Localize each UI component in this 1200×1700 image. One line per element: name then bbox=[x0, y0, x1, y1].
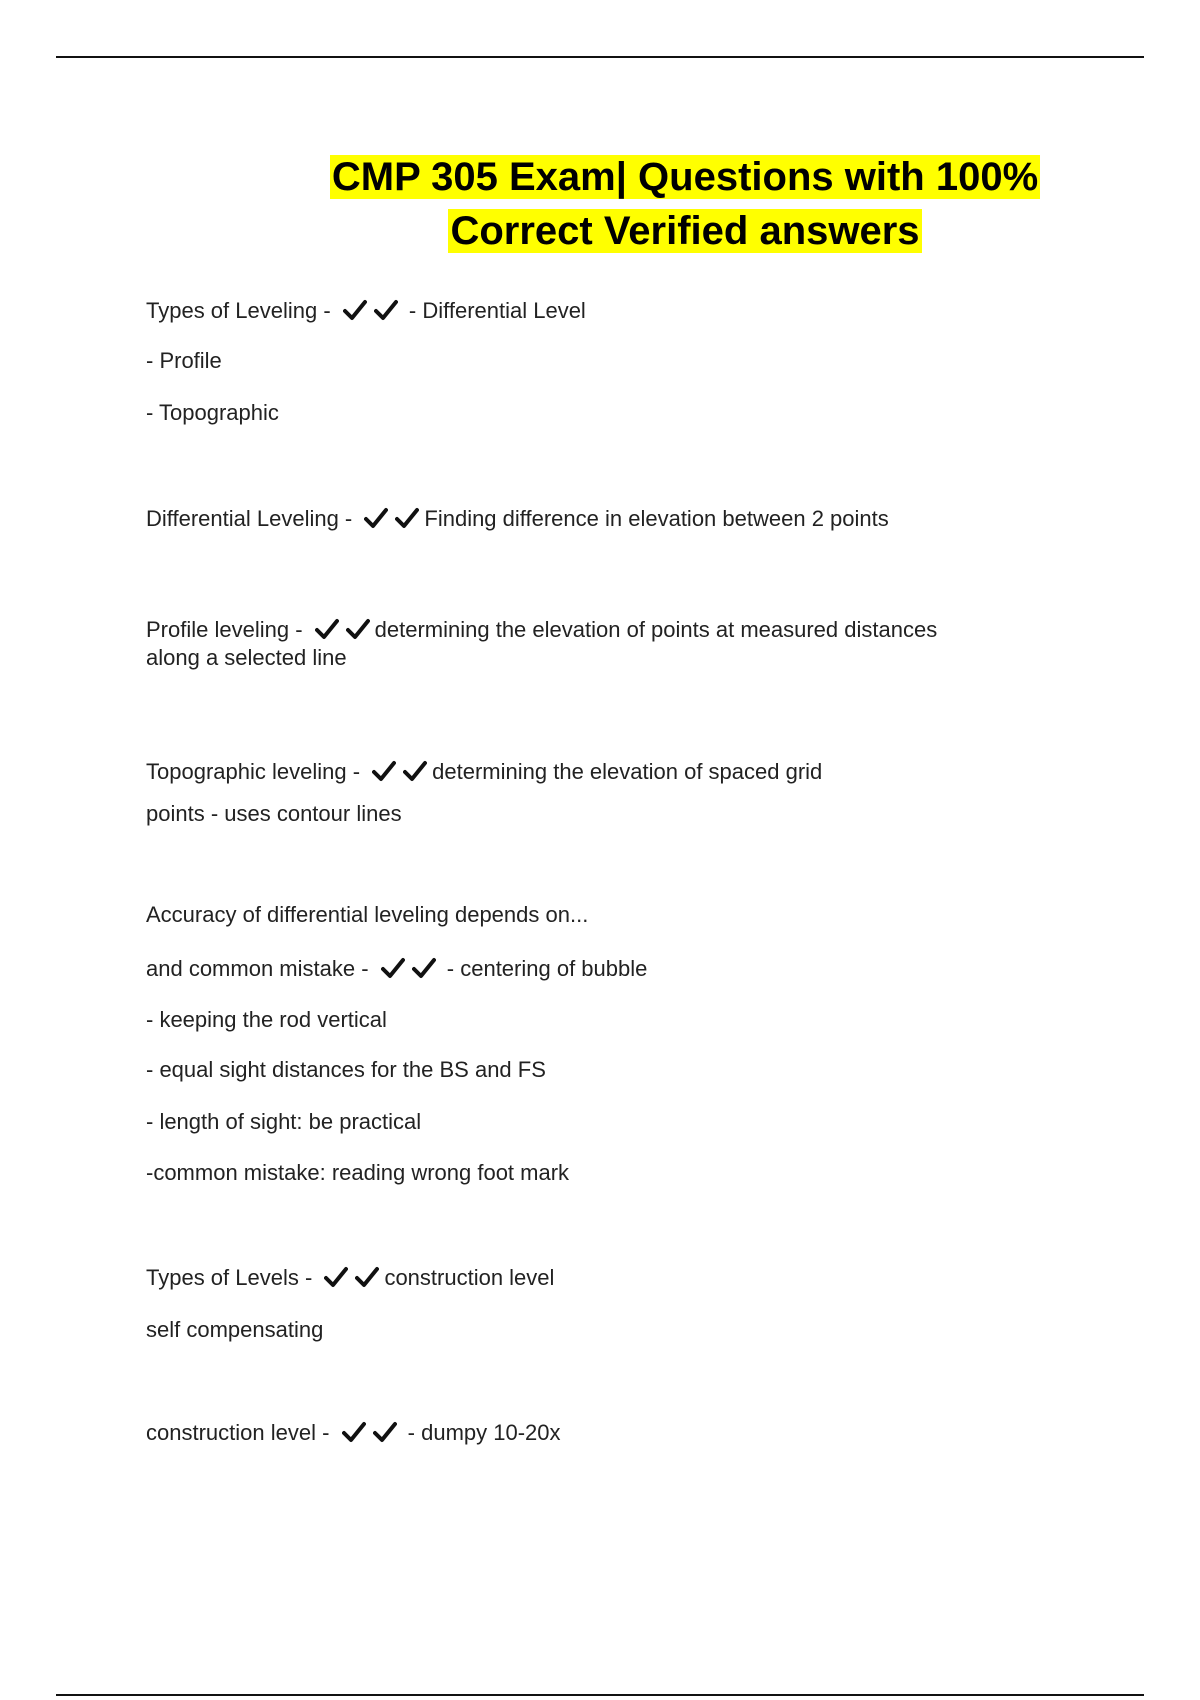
question-text: Types of Levels - bbox=[146, 1265, 313, 1290]
question-text: construction level - bbox=[146, 1420, 330, 1445]
qa-item-2 bbox=[146, 505, 889, 533]
question-text: and common mistake - bbox=[146, 956, 369, 981]
check-icon bbox=[355, 1266, 379, 1288]
check-icon bbox=[373, 1421, 397, 1443]
answer-line: - length of sight: be practical bbox=[146, 1109, 422, 1134]
answer-line: - Topographic bbox=[146, 400, 279, 425]
qa-item-6 bbox=[146, 1264, 554, 1292]
qa-item-3 bbox=[146, 616, 937, 644]
answer-line: points - uses contour lines bbox=[146, 801, 402, 826]
question-text: Topographic leveling - bbox=[146, 759, 361, 784]
question-text: Types of Leveling - bbox=[146, 298, 331, 323]
check-icon bbox=[315, 618, 339, 640]
check-icon bbox=[374, 299, 398, 321]
answer-text: determining the elevation of points at measured distances bbox=[374, 617, 938, 642]
answer-text: construction level bbox=[384, 1265, 555, 1290]
qa-item-4 bbox=[146, 758, 822, 786]
answer-line: -common mistake: reading wrong foot mark bbox=[146, 1160, 570, 1185]
answer-line: - keeping the rod vertical bbox=[146, 1007, 387, 1032]
check-icon bbox=[342, 1421, 366, 1443]
answer-text: Finding difference in elevation between 2 points bbox=[424, 506, 889, 531]
question-text: Differential Leveling - bbox=[146, 506, 353, 531]
qa-item-7 bbox=[146, 1419, 561, 1447]
answer-text: determining the elevation of spaced grid bbox=[432, 759, 823, 784]
check-icon bbox=[343, 299, 367, 321]
document-title bbox=[320, 150, 1050, 258]
answer-text: - Differential Level bbox=[408, 298, 586, 323]
check-icon bbox=[395, 507, 419, 529]
answer-line: self compensating bbox=[146, 1317, 324, 1342]
header-rule bbox=[56, 56, 1144, 58]
question-pre-text: Accuracy of differential leveling depends on... bbox=[146, 902, 589, 927]
qa-item-1 bbox=[146, 297, 586, 325]
answer-line: - Profile bbox=[146, 348, 222, 373]
answer-text: - dumpy 10-20x bbox=[407, 1420, 561, 1445]
footer-rule bbox=[56, 1694, 1144, 1696]
check-icon bbox=[324, 1266, 348, 1288]
title-line-2: Correct Verified answers bbox=[450, 209, 920, 253]
answer-line: along a selected line bbox=[146, 645, 347, 670]
check-icon bbox=[372, 760, 396, 782]
check-icon bbox=[381, 957, 405, 979]
qa-item-5 bbox=[146, 955, 647, 983]
question-text: Profile leveling - bbox=[146, 617, 303, 642]
title-line-1: CMP 305 Exam| Questions with 100% bbox=[331, 155, 1039, 199]
answer-line: - equal sight distances for the BS and FS bbox=[146, 1057, 546, 1082]
check-icon bbox=[364, 507, 388, 529]
check-icon bbox=[403, 760, 427, 782]
answer-text: - centering of bubble bbox=[446, 956, 648, 981]
check-icon bbox=[346, 618, 370, 640]
check-icon bbox=[412, 957, 436, 979]
